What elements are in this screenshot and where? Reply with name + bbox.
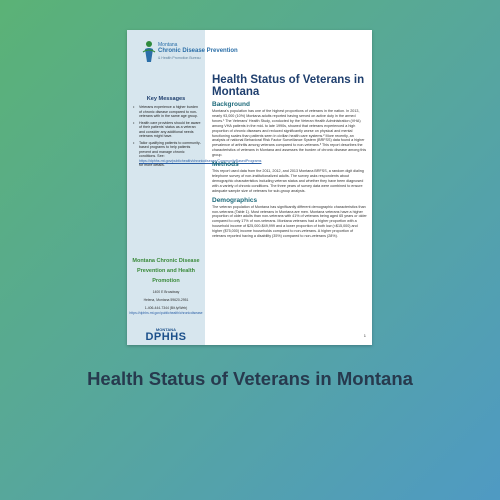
section-text-demographics: The veteran population of Montana has significantly different demographic characteristics than non-veterans (Table 1). Most veterans in Montana are men. Montana veterans have a higher proportion of older adults than non-veterans with 41% of veterans being aged 65 years or older compared to only 17% of non-veterans. Montana veterans had a higher proportion with a household income of $25,000-$49,999 and a lower proportion of both low (<$15,000) and higher ($75,000) income households compared to non-veterans. A higher proportion of veterans reported having a disability (35%) compared to non-veterans (28%).: [212, 204, 367, 239]
document-thumbnail[interactable]: [127, 30, 372, 345]
key-message-text: Veterans experience a higher burden of chronic disease compared to non-veterans with in the same age group.: [139, 105, 198, 118]
key-message-text: Health care providers should be aware of their patients' status as a veteran and consider any additional needs veterans might have.: [139, 120, 201, 138]
key-message-tail: for more details.: [139, 163, 165, 167]
section-heading-background: Background: [212, 101, 250, 108]
key-message-item: [133, 105, 201, 119]
dphhs-state: MONTANA: [155, 327, 177, 332]
report-body: [212, 74, 367, 239]
dphhs-logo: [141, 327, 191, 345]
dphhs-wordmark: DPHHS: [145, 331, 187, 343]
address-line-2: Helena, Montana 59620-2951: [143, 298, 189, 302]
key-message-item: [133, 121, 201, 139]
section-text-methods: This report used data from the 2011, 2012, and 2013 Montana BRFSS, a random digit dialing telephone survey of non-institutionalized adults. The survey asks respondents about demographic characteristics including veteran status and whether they have been diagnosed with a variety of chronic conditions. The three years of survey data were combined to ensure adequate sample size of veterans for sub-group analysis.: [212, 169, 364, 193]
programs-link[interactable]: https://dphhs.mt.gov/publichealth/chronicdisease/CommunityBasedPrograms: [139, 158, 262, 163]
organization-name: Montana Chronic Disease Prevention and Health Promotion: [132, 258, 200, 284]
bureau-logo: [142, 40, 238, 68]
logo-line-2: Chronic Disease Prevention: [158, 48, 238, 54]
phone-number: 1-406-444-7344 (Bit.ly/Web): [144, 306, 188, 310]
address-line-1: 1400 E Broadway: [152, 290, 180, 294]
person-logo-icon: [142, 40, 156, 64]
logo-line-1: Montana: [158, 42, 178, 48]
key-messages-title: Key Messages: [146, 96, 186, 102]
section-text-background: Montana's population has one of the highest proportions of veterans in the nation. In 2013, nearly 93,000 (10%) Montana adults reported having served on active duty in the armed forces.¹ The Veterans' Health Study, conducted by the Veteran Health Administration (VHA) among VHA patients in the mid- to late 1990s, showed that veterans experienced a high proportion of chronic diseases and reduced significantly worse on physical and mental functioning scales than patients seen in civilian health care systems.² More recently, an analysis of national Behavioral Risk Factor Surveillance System (BRFSS) data found a higher prevalence of arthritis among veterans compared to non-veterans.³ This report describes the characteristics of veterans in Montana and assesses the burden of chronic disease among this group.: [212, 109, 367, 158]
caption-title[interactable]: Health Status of Veterans in Montana: [87, 368, 413, 389]
organization-address: [129, 288, 203, 312]
organization-url[interactable]: https://dphhs.mt.gov/publichealth/chronicdisease: [129, 311, 203, 315]
logo-line-3: & Health Promotion Bureau: [158, 56, 201, 60]
section-heading-methods: Methods: [212, 161, 239, 169]
section-heading-demographics: Demographics: [212, 196, 258, 204]
key-message-text: Tailor qualifying patients to community-based programs to help patients prevent and manage chronic conditions. See:: [139, 140, 201, 158]
page-number: 1: [363, 333, 366, 338]
report-title: Health Status of Veterans in Montana: [212, 74, 365, 98]
